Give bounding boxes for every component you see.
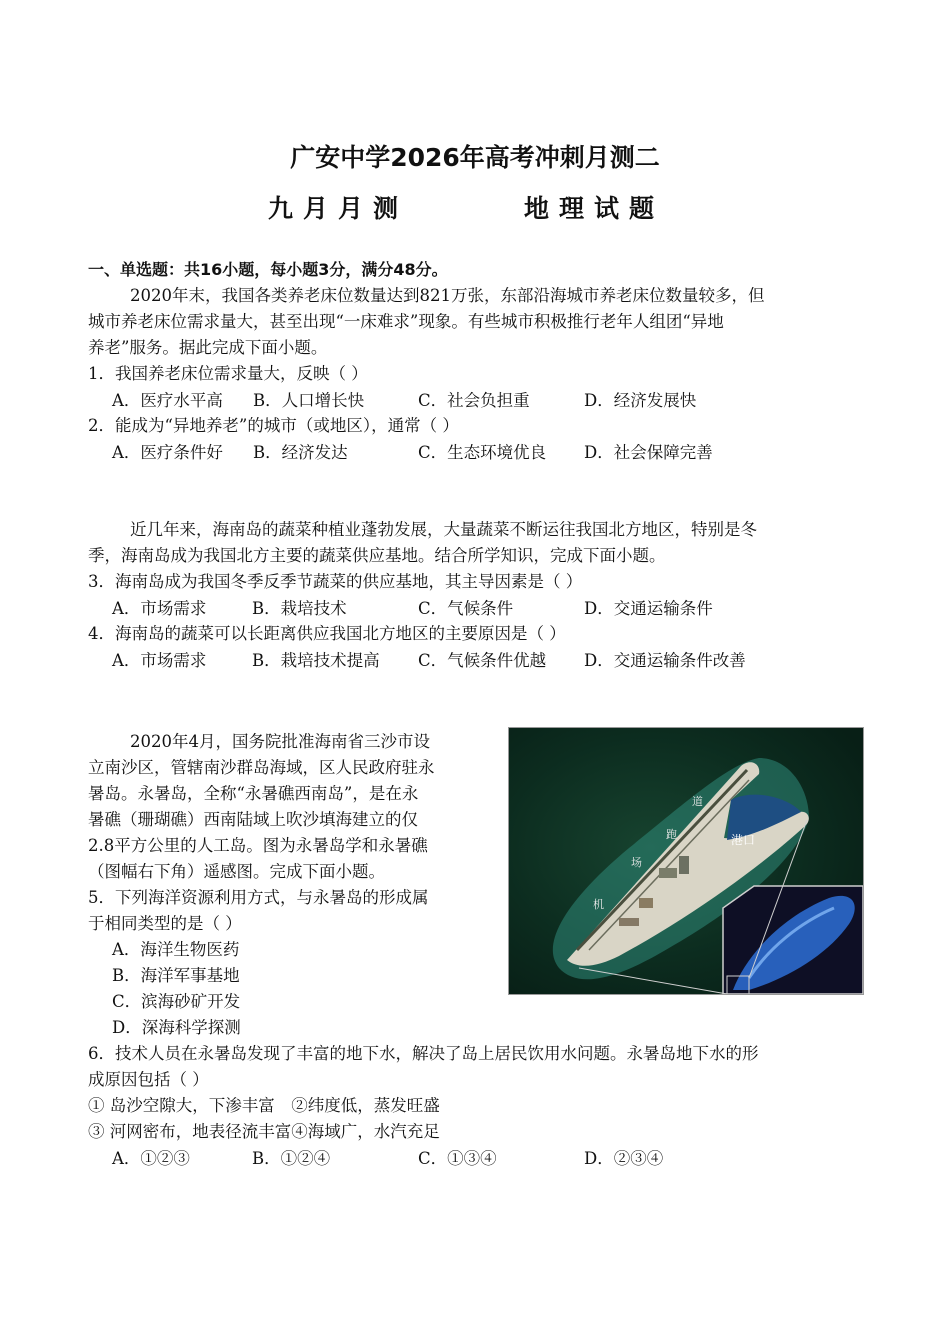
option-c[interactable]: C．气候条件优越	[418, 651, 547, 670]
exam-title: 广安中学2026年高考冲刺月测二	[290, 143, 660, 172]
option-c[interactable]: C．社会负担重	[418, 391, 530, 410]
passage3-line: 2.8平方公里的人工岛。图为永暑岛学和永暑礁	[88, 836, 428, 855]
option-c[interactable]: C．滨海砂矿开发	[112, 992, 241, 1011]
label-runway-4: 道	[692, 795, 703, 808]
passage3-line: 立南沙区，管辖南沙群岛海域，区人民政府驻永	[88, 758, 435, 777]
option-b[interactable]: B．①②④	[252, 1149, 331, 1168]
option-a[interactable]: A．①②③	[112, 1149, 190, 1168]
label-runway-1: 机	[593, 898, 604, 911]
question-4-stem: 4．海南岛的蔬菜可以长距离供应我国北方地区的主要原因是（ ）	[88, 624, 566, 643]
question-5-stem: 于相同类型的是（ ）	[88, 914, 242, 933]
question-6-stem: 6．技术人员在永暑岛发现了丰富的地下水，解决了岛上居民饮用水问题。永暑岛地下水的形	[88, 1044, 759, 1063]
option-b[interactable]: B．栽培技术	[252, 599, 347, 618]
question-6-stem: 成原因包括（ ）	[88, 1070, 209, 1089]
option-a[interactable]: A．市场需求	[112, 651, 207, 670]
option-d[interactable]: D．交通运输条件改善	[584, 651, 746, 670]
section-heading: 一、单选题：共16小题，每小题3分，满分48分。	[88, 260, 448, 279]
option-d[interactable]: D．社会保障完善	[584, 443, 713, 462]
option-d[interactable]: D．深海科学探测	[112, 1018, 241, 1037]
passage1-line: 2020年末，我国各类养老床位数量达到821万张，东部沿海城市养老床位数量较多，但	[130, 286, 765, 305]
passage3-line: 暑岛。永暑岛，全称“永暑礁西南岛”，是在永	[88, 784, 419, 803]
passage3-line: 2020年4月，国务院批准海南省三沙市设	[130, 732, 430, 751]
option-b[interactable]: B．栽培技术提高	[252, 651, 380, 670]
exam-subtitle-left: 九月月测	[268, 194, 409, 223]
option-a[interactable]: A．海洋生物医药	[112, 940, 240, 959]
option-b[interactable]: B．人口增长快	[253, 391, 365, 410]
passage1-line: 养老”服务。据此完成下面小题。	[88, 338, 328, 357]
label-runway-2: 场	[631, 856, 642, 869]
option-b[interactable]: B．海洋军事基地	[112, 966, 240, 985]
passage3-line: （图幅右下角）遥感图。完成下面小题。	[88, 862, 385, 881]
question-2-stem: 2．能成为“异地养老”的城市（或地区），通常（ ）	[88, 416, 459, 435]
question-5-stem: 5．下列海洋资源利用方式，与永暑岛的形成属	[88, 888, 429, 907]
option-c[interactable]: C．①③④	[418, 1149, 497, 1168]
island-map-graphic	[509, 728, 863, 994]
exam-subtitle-right: 地理试题	[524, 194, 665, 223]
question-6-statement: ① 岛沙空隙大，下渗丰富 ②纬度低，蒸发旺盛	[88, 1096, 440, 1115]
satellite-image-yongshu-island	[508, 727, 864, 995]
option-b[interactable]: B．经济发达	[253, 443, 348, 462]
option-d[interactable]: D．经济发展快	[584, 391, 697, 410]
question-1-stem: 1．我国养老床位需求量大，反映（ ）	[88, 364, 368, 383]
question-6-statement: ③ 河网密布，地表径流丰富④海域广，水汽充足	[88, 1122, 440, 1141]
question-3-stem: 3．海南岛成为我国冬季反季节蔬菜的供应基地，其主导因素是（ ）	[88, 572, 583, 591]
option-d[interactable]: D．交通运输条件	[584, 599, 713, 618]
passage3-line: 暑礁（珊瑚礁）西南陆域上吹沙填海建立的仅	[88, 810, 418, 829]
option-a[interactable]: A．医疗条件好	[112, 443, 223, 462]
label-runway-3: 跑	[666, 828, 677, 841]
label-harbor: 港口	[731, 833, 756, 847]
option-c[interactable]: C．气候条件	[418, 599, 514, 618]
option-c[interactable]: C．生态环境优良	[418, 443, 547, 462]
option-a[interactable]: A．市场需求	[112, 599, 207, 618]
passage1-line: 城市养老床位需求量大，甚至出现“一床难求”现象。有些城市积极推行老年人组团“异地	[88, 312, 724, 331]
option-d[interactable]: D．②③④	[584, 1149, 664, 1168]
passage2-line: 近几年来，海南岛的蔬菜种植业蓬勃发展，大量蔬菜不断运往我国北方地区，特别是冬	[130, 520, 757, 539]
passage2-line: 季，海南岛成为我国北方主要的蔬菜供应基地。结合所学知识，完成下面小题。	[88, 546, 666, 565]
option-a[interactable]: A．医疗水平高	[112, 391, 223, 410]
